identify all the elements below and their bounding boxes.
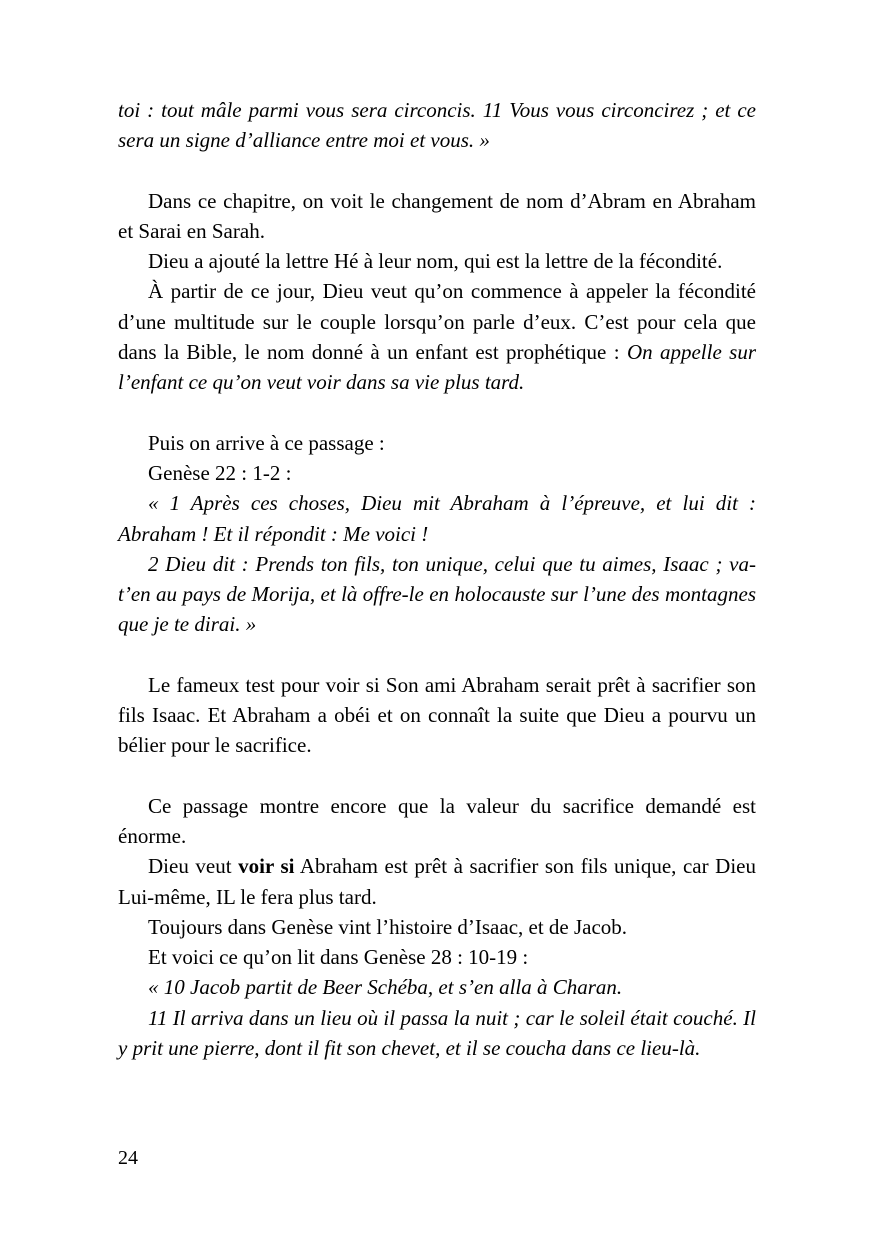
paragraph-famous-test: Le fameux test pour voir si Son ami Abraham serait prêt à sacrifier son fils Isaac. Et Abraham a obéi et on connaît la suite que Dieu a pourvu un bélier pour le sacrifice.: [118, 672, 756, 758]
scripture-verse-1: « 1 Après ces choses, Dieu mit Abraham à l’épreuve, et lui dit : Abraham ! Et il répondit : Me voici !: [118, 491, 756, 546]
scripture-verse-2: 2 Dieu dit : Prends ton fils, ton unique, celui que tu aimes, Isaac ; va-t’en au pays de Morija, et là offre-le en holocauste sur l’une des montagnes que je te dirai. »: [118, 551, 756, 637]
page-body: [118, 95, 756, 1063]
paragraph-voir-si-after: Abraham est prêt à sacrifier son fils unique, car Dieu Lui-même, IL le fera plus tard.: [118, 854, 756, 909]
paragraph-fecundity-italic: On appelle sur l’enfant ce qu’on veut voir dans sa vie plus tard.: [118, 340, 757, 395]
paragraph-isaac-jacob: Toujours dans Genèse vint l’histoire d’Isaac, et de Jacob.: [148, 914, 628, 939]
paragraph-passage-intro: Puis on arrive à ce passage :: [148, 430, 385, 455]
paragraph-voir-si-bold: voir si: [238, 854, 295, 879]
scripture-verse-10: « 10 Jacob partit de Beer Schéba, et s’en alla à Charan.: [148, 975, 623, 1000]
paragraph-sacrifice-value: Ce passage montre encore que la valeur du sacrifice demandé est énorme.: [118, 793, 756, 848]
scripture-reference-genesis-22: Genèse 22 : 1-2 :: [148, 460, 292, 485]
page-number: 24: [118, 1147, 138, 1169]
scripture-reference-genesis-28: Et voici ce qu’on lit dans Genèse 28 : 10-19 :: [148, 945, 529, 970]
paragraph-letter-he: Dieu a ajouté la lettre Hé à leur nom, qui est la lettre de la fécondité.: [148, 249, 723, 274]
paragraph-name-change: Dans ce chapitre, on voit le changement de nom d’Abram en Abraham et Sarai en Sarah.: [118, 188, 756, 243]
paragraph-voir-si-before: Dieu veut: [148, 854, 239, 879]
paragraph-fecundity-text: À partir de ce jour, Dieu veut qu’on commence à appeler la fécondité d’une multitude sur le couple lorsqu’on parle d’eux. C’est pour cela que dans la Bible, le nom donné à un enfant est prophétique :: [118, 279, 756, 365]
paragraph-fecundity: [118, 276, 756, 397]
paragraph-voir-si: [118, 851, 756, 912]
scripture-continuation: toi : tout mâle parmi vous sera circoncis. 11 Vous vous circoncirez ; et ce sera un signe d’alliance entre moi et vous. »: [118, 98, 756, 153]
scripture-verse-11: 11 Il arriva dans un lieu où il passa la nuit ; car le soleil était couché. Il y prit une pierre, dont il fit son chevet, et il se coucha dans ce lieu-là.: [118, 1005, 756, 1061]
